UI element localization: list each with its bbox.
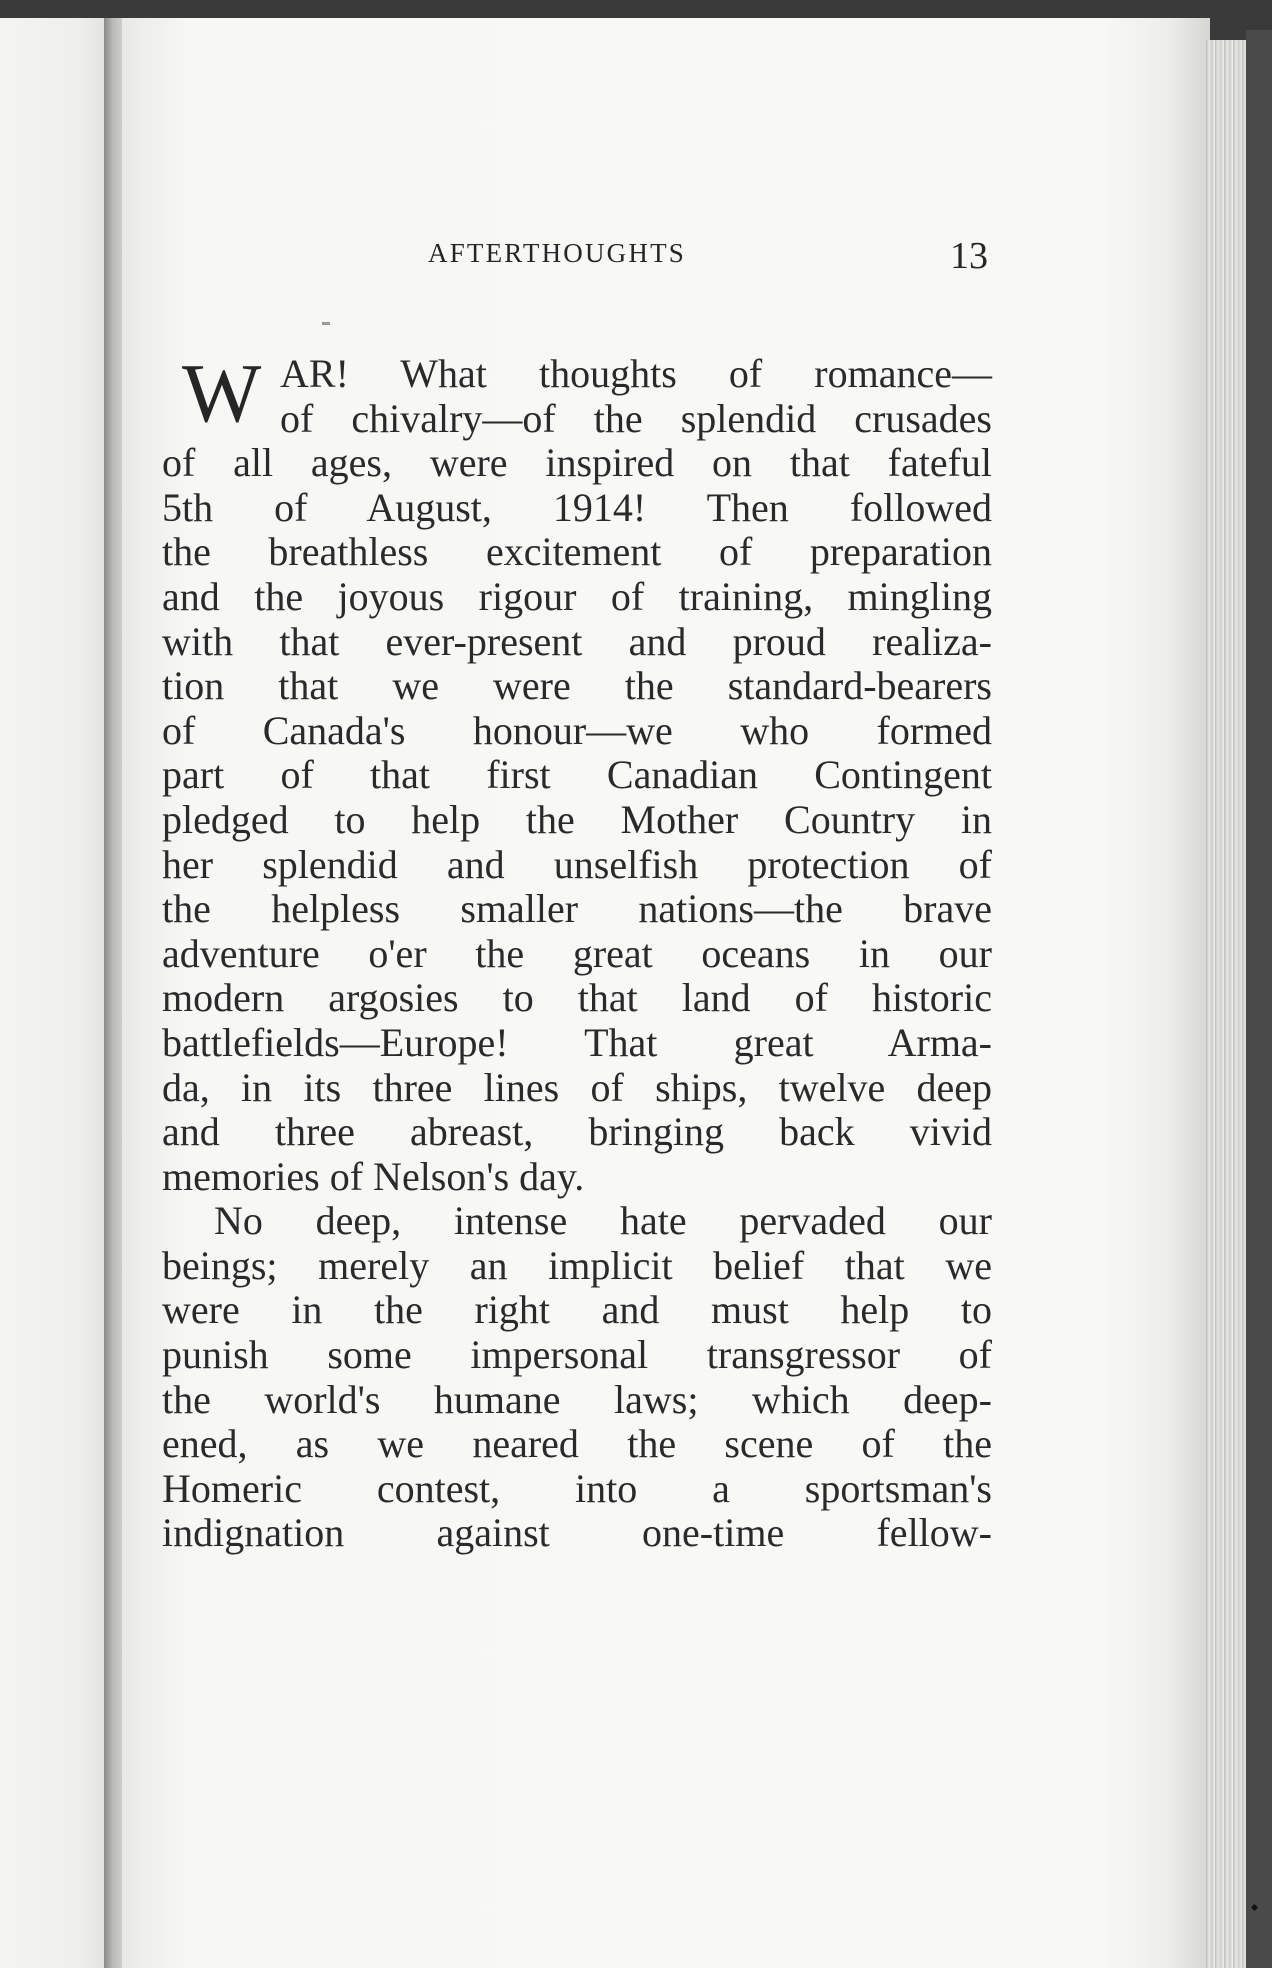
text-line: of all ages, were inspired on that fateful <box>162 440 992 486</box>
text-line: No deep, intense hate pervaded our <box>214 1198 992 1244</box>
text-line: indignation against one-time fellow- <box>162 1510 992 1556</box>
text-line: of Canada's honour—we who formed <box>162 707 992 753</box>
opening-paragraph <box>162 347 992 1199</box>
text-line: memories of Nelson's day. <box>162 1153 585 1199</box>
text-line: the helpless smaller nations—the brave <box>162 886 992 932</box>
ink-speck <box>322 322 330 325</box>
text-line: da, in its three lines of ships, twelve deep <box>162 1064 992 1110</box>
second-paragraph <box>162 1199 992 1556</box>
text-line: battlefields—Europe! That great Arma- <box>162 1019 992 1065</box>
facing-page-left <box>0 18 108 1968</box>
drop-cap: W <box>182 347 262 440</box>
text-line: ened, as we neared the scene of the <box>162 1421 992 1467</box>
text-line: part of that first Canadian Contingent <box>162 752 992 798</box>
text-line: adventure o'er the great oceans in our <box>162 930 992 976</box>
text-line: 5th of August, 1914! Then followed <box>162 484 992 530</box>
running-head <box>428 234 988 278</box>
text-line: tion that we were the standard-bearers <box>162 663 992 709</box>
text-line: the world's humane laws; which deep- <box>162 1376 992 1422</box>
text-line: Homeric contest, into a sportsman's <box>162 1465 992 1511</box>
text-line: the breathless excitement of preparation <box>162 529 992 575</box>
text-line: beings; merely an implicit belief that we <box>162 1242 992 1288</box>
running-title: AFTERTHOUGHTS <box>428 238 686 268</box>
text-line: AR! What thoughts of romance— <box>280 351 992 396</box>
body-text <box>162 347 992 1556</box>
text-line: and three abreast, bringing back vivid <box>162 1109 992 1155</box>
text-line: with that ever-present and proud realiza- <box>162 618 992 664</box>
page-edges <box>1206 40 1246 1968</box>
text-line: of chivalry—of the splendid crusades <box>280 395 992 441</box>
text-line: were in the right and must help to <box>162 1287 992 1333</box>
page-number: 13 <box>950 235 988 277</box>
text-line: modern argosies to that land of historic <box>162 975 992 1021</box>
text-line: her splendid and unselfish protection of <box>162 841 992 887</box>
scan-edge <box>1246 30 1272 1968</box>
text-line: and the joyous rigour of training, mingling <box>162 573 992 619</box>
text-line: punish some impersonal transgressor of <box>162 1332 992 1378</box>
text-line: pledged to help the Mother Country in <box>162 796 992 842</box>
